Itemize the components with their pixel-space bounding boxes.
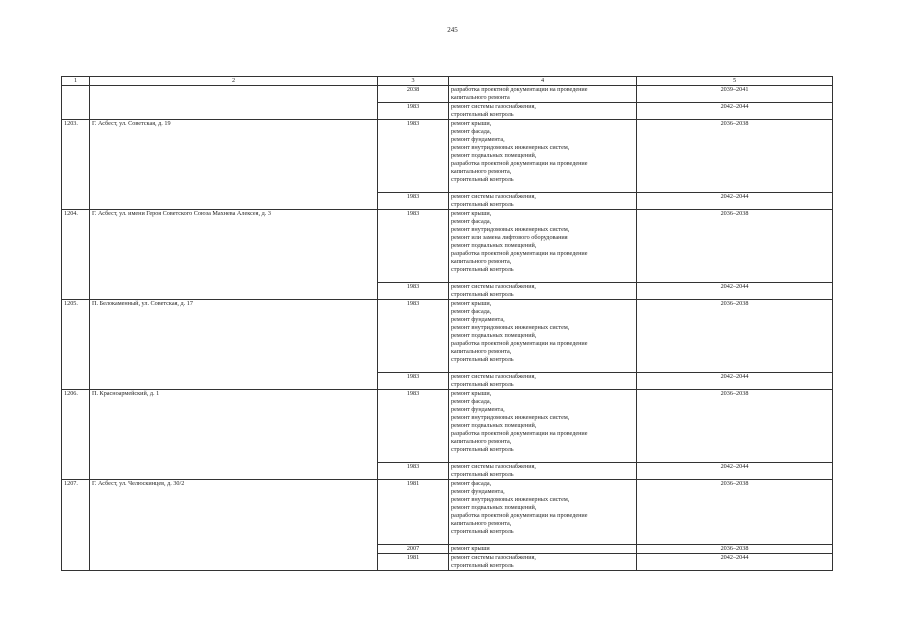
year-cell: 1983 <box>378 210 449 283</box>
work-line: строительный контроль <box>451 176 514 183</box>
building-number <box>62 86 90 120</box>
work-line: капитального ремонта <box>451 94 510 101</box>
work-line: ремонт внутридомовых инженерных систем, <box>451 144 570 151</box>
work-line: ремонт или замена лифтового оборудования <box>451 234 568 241</box>
work-types-cell <box>449 463 637 480</box>
work-spacer <box>451 536 634 544</box>
work-line: разработка проектной документации на проведение <box>451 160 588 167</box>
period-cell: 2036–2038 <box>637 300 833 373</box>
work-types-cell <box>449 86 637 103</box>
work-types-cell <box>449 210 637 283</box>
header-col-1: 1 <box>62 77 90 86</box>
work-spacer <box>451 454 634 462</box>
period-cell: 2036–2038 <box>637 480 833 545</box>
table-row <box>62 390 833 463</box>
building-number: 1203. <box>62 120 90 210</box>
year-cell: 1983 <box>378 463 449 480</box>
work-line: разработка проектной документации на проведение <box>451 250 588 257</box>
work-line: ремонт крыши <box>451 545 490 552</box>
work-spacer <box>451 274 634 282</box>
table-row <box>62 86 833 103</box>
work-types-cell <box>449 120 637 193</box>
building-number: 1206. <box>62 390 90 480</box>
work-types-cell <box>449 193 637 210</box>
table-body <box>62 77 833 571</box>
work-line: ремонт фундамента, <box>451 406 505 413</box>
work-line: ремонт подвальных помещений, <box>451 504 537 511</box>
work-line: ремонт подвальных помещений, <box>451 332 537 339</box>
work-line: ремонт крыши, <box>451 210 492 217</box>
work-line: капитального ремонта, <box>451 168 512 175</box>
year-cell: 1981 <box>378 554 449 571</box>
work-line: капитального ремонта, <box>451 258 512 265</box>
capital-repair-table <box>61 76 833 571</box>
period-cell: 2042–2044 <box>637 463 833 480</box>
work-spacer <box>451 364 634 372</box>
year-cell: 1983 <box>378 193 449 210</box>
work-line: разработка проектной документации на проведение <box>451 430 588 437</box>
work-line: ремонт подвальных помещений, <box>451 242 537 249</box>
work-types-cell <box>449 300 637 373</box>
work-line: ремонт системы газоснабжения, <box>451 193 536 200</box>
building-address: Г. Асбест, ул. Советская, д. 19 <box>90 120 378 210</box>
work-line: разработка проектной документации на проведение <box>451 340 588 347</box>
building-address: Г. Асбест, ул. Челюскинцев, д. 30/2 <box>90 480 378 571</box>
work-line: строительный контроль <box>451 528 514 535</box>
year-cell: 1981 <box>378 480 449 545</box>
year-cell: 1983 <box>378 390 449 463</box>
work-types-cell <box>449 390 637 463</box>
year-cell: 2038 <box>378 86 449 103</box>
header-col-4: 4 <box>449 77 637 86</box>
work-types-cell <box>449 480 637 545</box>
header-col-3: 3 <box>378 77 449 86</box>
work-line: ремонт фасада, <box>451 128 492 135</box>
table-row <box>62 480 833 545</box>
building-number: 1204. <box>62 210 90 300</box>
building-number: 1205. <box>62 300 90 390</box>
work-spacer <box>451 184 634 192</box>
work-line: ремонт системы газоснабжения, <box>451 283 536 290</box>
work-line: разработка проектной документации на проведение <box>451 86 588 93</box>
period-cell: 2036–2038 <box>637 390 833 463</box>
work-line: ремонт фасада, <box>451 480 492 487</box>
work-line: ремонт системы газоснабжения, <box>451 373 536 380</box>
work-line: разработка проектной документации на проведение <box>451 512 588 519</box>
work-line: строительный контроль <box>451 471 514 478</box>
work-line: ремонт крыши, <box>451 390 492 397</box>
period-cell: 2039–2041 <box>637 86 833 103</box>
work-line: строительный контроль <box>451 446 514 453</box>
header-row <box>62 77 833 86</box>
work-types-cell <box>449 103 637 120</box>
work-line: капитального ремонта, <box>451 438 512 445</box>
work-types-cell <box>449 545 637 554</box>
header-col-2: 2 <box>90 77 378 86</box>
work-line: ремонт фундамента, <box>451 136 505 143</box>
building-address: П. Белокаменный, ул. Советская, д. 17 <box>90 300 378 390</box>
building-address: Г. Асбест, ул. имени Героя Советского Союза Махнева Алексея, д. 3 <box>90 210 378 300</box>
work-line: ремонт крыши, <box>451 120 492 127</box>
building-address: П. Красноармейский, д. 1 <box>90 390 378 480</box>
work-line: строительный контроль <box>451 291 514 298</box>
page-number: 245 <box>447 26 458 34</box>
work-line: строительный контроль <box>451 356 514 363</box>
work-line: ремонт фасада, <box>451 398 492 405</box>
year-cell: 1983 <box>378 373 449 390</box>
building-address <box>90 86 378 120</box>
work-line: капитального ремонта, <box>451 348 512 355</box>
work-line: ремонт фасада, <box>451 308 492 315</box>
work-line: строительный контроль <box>451 201 514 208</box>
work-line: ремонт внутридомовых инженерных систем, <box>451 324 570 331</box>
work-line: ремонт подвальных помещений, <box>451 422 537 429</box>
work-line: строительный контроль <box>451 266 514 273</box>
period-cell: 2036–2038 <box>637 545 833 554</box>
year-cell: 2007 <box>378 545 449 554</box>
work-line: ремонт фасада, <box>451 218 492 225</box>
work-line: ремонт фундамента, <box>451 488 505 495</box>
work-line: капитального ремонта, <box>451 520 512 527</box>
year-cell: 1983 <box>378 120 449 193</box>
year-cell: 1983 <box>378 103 449 120</box>
period-cell: 2042–2044 <box>637 373 833 390</box>
work-line: ремонт системы газоснабжения, <box>451 103 536 110</box>
period-cell: 2042–2044 <box>637 283 833 300</box>
table-row <box>62 120 833 193</box>
year-cell: 1983 <box>378 300 449 373</box>
table-row <box>62 210 833 283</box>
period-cell: 2036–2038 <box>637 120 833 193</box>
work-line: ремонт внутридомовых инженерных систем, <box>451 496 570 503</box>
work-line: ремонт подвальных помещений, <box>451 152 537 159</box>
period-cell: 2042–2044 <box>637 103 833 120</box>
period-cell: 2036–2038 <box>637 210 833 283</box>
work-line: строительный контроль <box>451 381 514 388</box>
work-types-cell <box>449 554 637 571</box>
work-line: ремонт внутридомовых инженерных систем, <box>451 226 570 233</box>
work-line: ремонт системы газоснабжения, <box>451 463 536 470</box>
building-number: 1207. <box>62 480 90 571</box>
work-types-cell <box>449 373 637 390</box>
work-line: строительный контроль <box>451 111 514 118</box>
work-line: ремонт системы газоснабжения, <box>451 554 536 561</box>
period-cell: 2042–2044 <box>637 193 833 210</box>
work-line: ремонт крыши, <box>451 300 492 307</box>
period-cell: 2042–2044 <box>637 554 833 571</box>
work-line: ремонт фундамента, <box>451 316 505 323</box>
header-col-5: 5 <box>637 77 833 86</box>
year-cell: 1983 <box>378 283 449 300</box>
work-types-cell <box>449 283 637 300</box>
work-line: ремонт внутридомовых инженерных систем, <box>451 414 570 421</box>
work-line: строительный контроль <box>451 562 514 569</box>
table-row <box>62 300 833 373</box>
